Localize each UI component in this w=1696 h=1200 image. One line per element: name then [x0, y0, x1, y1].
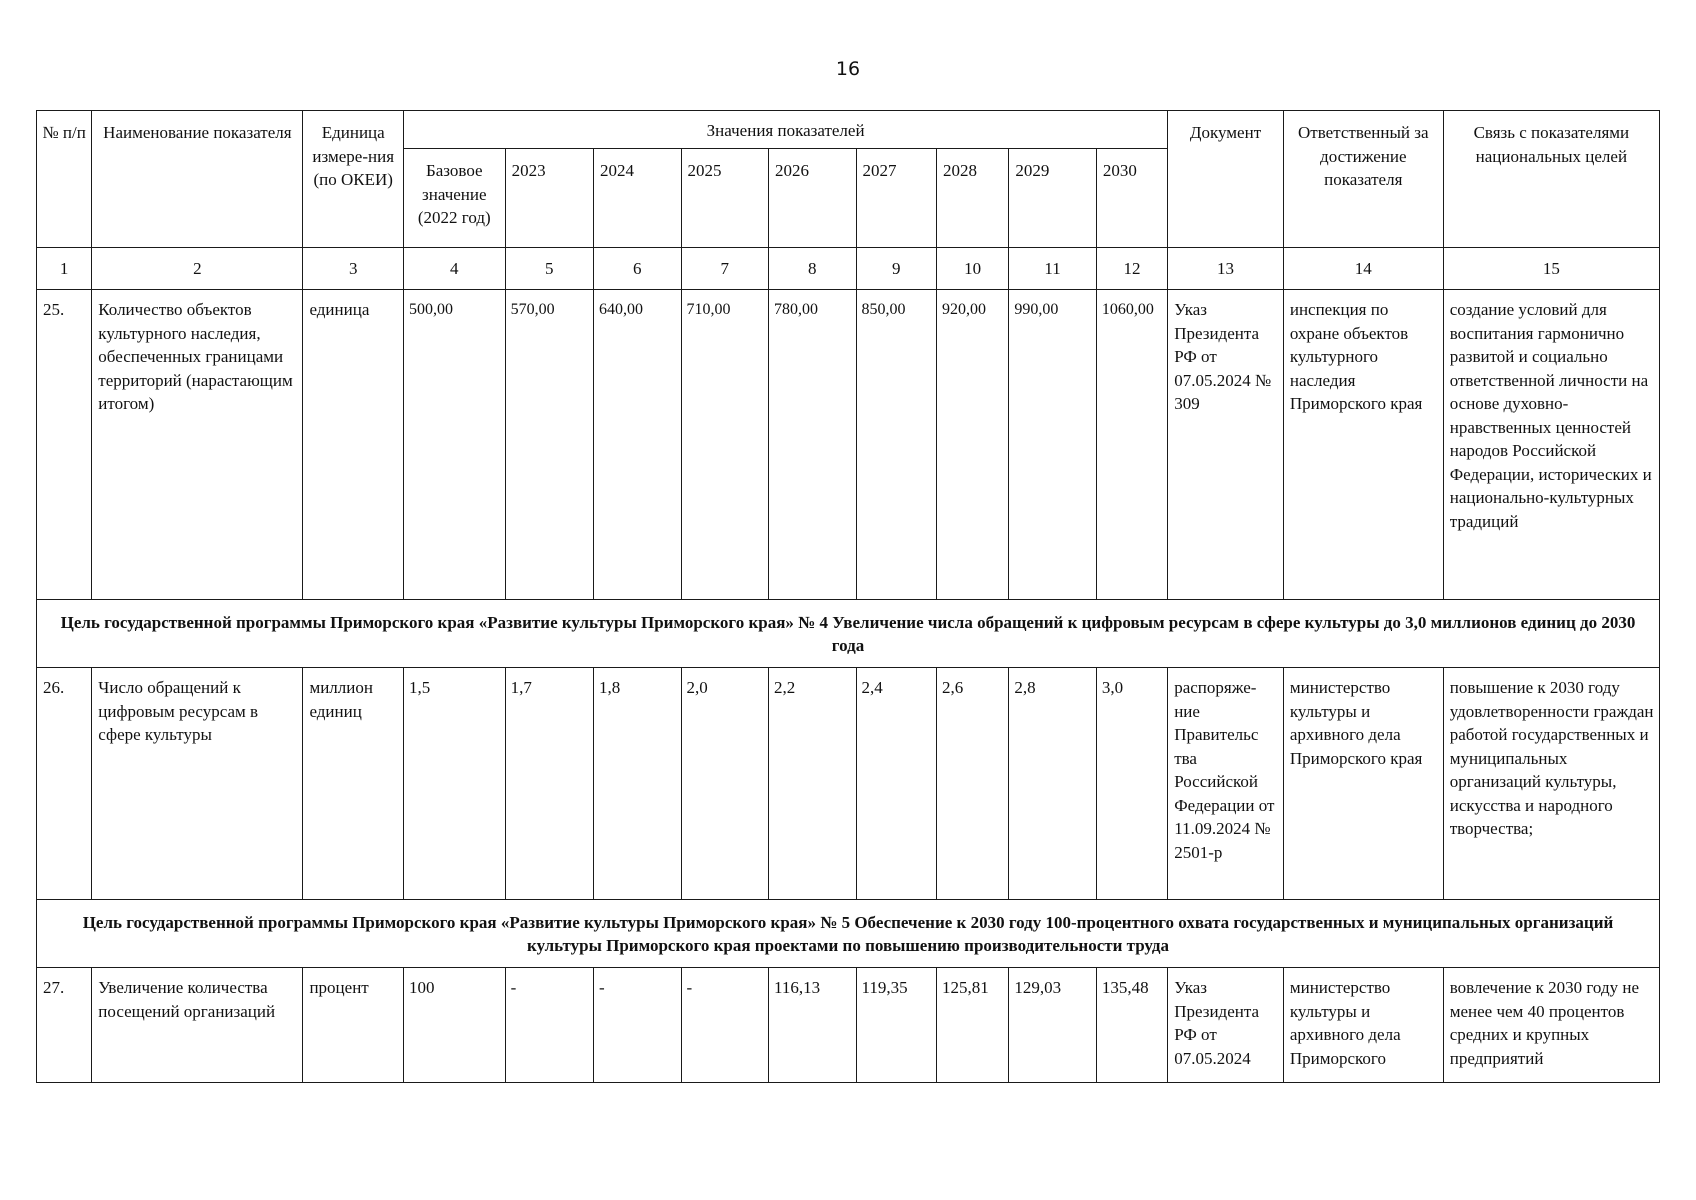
year-value: 2,8: [1009, 668, 1096, 900]
year-value: 850,00: [856, 290, 936, 600]
base-value: 100: [404, 968, 506, 1083]
unit: единица: [303, 290, 404, 600]
column-number: 3: [303, 248, 404, 290]
year-value: 125,81: [936, 968, 1008, 1083]
header-year: 2024: [594, 149, 681, 248]
year-value: 990,00: [1009, 290, 1096, 600]
header-year: 2023: [505, 149, 593, 248]
column-number: 12: [1096, 248, 1167, 290]
column-number: 14: [1283, 248, 1443, 290]
column-number: 2: [92, 248, 303, 290]
header-resp: Ответственный за достижение показателя: [1283, 111, 1443, 248]
base-value: 1,5: [404, 668, 506, 900]
row-number: 25.: [37, 290, 92, 600]
year-value: 2,6: [936, 668, 1008, 900]
indicator-name: Количество объектов культурного наследия, обеспеченных границами территорий (нарастающим итогом): [92, 290, 303, 600]
year-value: 129,03: [1009, 968, 1096, 1083]
column-number: 9: [856, 248, 936, 290]
year-value: 570,00: [505, 290, 593, 600]
document: Указ Президента РФ от 07.05.2024: [1168, 968, 1284, 1083]
table-row: [37, 290, 1660, 600]
header-link: Связь с показателями национальных целей: [1443, 111, 1659, 248]
header-year: 2025: [681, 149, 768, 248]
column-number: 10: [936, 248, 1008, 290]
responsible: министерство культуры и архивного дела Приморского: [1283, 968, 1443, 1083]
unit: процент: [303, 968, 404, 1083]
year-value: 135,48: [1096, 968, 1167, 1083]
year-value: -: [681, 968, 768, 1083]
year-value: 640,00: [594, 290, 681, 600]
year-value: 119,35: [856, 968, 936, 1083]
year-value: 1060,00: [1096, 290, 1167, 600]
year-value: -: [505, 968, 593, 1083]
goal-text: Цель государственной программы Приморского края «Развитие культуры Приморского края» № 4 Увеличение числа обращений к цифровым ресурсам в сфере культуры до 3,0 миллионов единиц до 2030 года: [37, 600, 1660, 668]
responsible: инспекция по охране объектов культурного наследия Приморского края: [1283, 290, 1443, 600]
year-value: 780,00: [769, 290, 856, 600]
column-number: 7: [681, 248, 768, 290]
responsible: министерство культуры и архивного дела Приморского края: [1283, 668, 1443, 900]
goal-row: [37, 900, 1660, 968]
indicators-table: [36, 110, 1660, 1083]
year-value: 2,2: [769, 668, 856, 900]
table-row: [37, 668, 1660, 900]
header-unit: Единица измере-ния (по ОКЕИ): [303, 111, 404, 248]
header-year: 2027: [856, 149, 936, 248]
base-value: 500,00: [404, 290, 506, 600]
column-numbers-row: [37, 248, 1660, 290]
year-value: 116,13: [769, 968, 856, 1083]
header-doc: Документ: [1168, 111, 1284, 248]
year-value: 3,0: [1096, 668, 1167, 900]
document: распоряже-ние Правительс тва Российской Федерации от 11.09.2024 № 2501-р: [1168, 668, 1284, 900]
header-base-value: Базовое значение (2022 год): [404, 149, 506, 248]
column-number: 8: [769, 248, 856, 290]
column-number: 15: [1443, 248, 1659, 290]
national-goal-link: создание условий для воспитания гармонично развитой и социально ответственной личности на основе духовно-нравственных ценностей народов Российской Федерации, исторических и национально-культурных традиций: [1443, 290, 1659, 600]
year-value: 1,7: [505, 668, 593, 900]
year-value: 2,4: [856, 668, 936, 900]
goal-row: [37, 600, 1660, 668]
year-value: 2,0: [681, 668, 768, 900]
header-num: № п/п: [37, 111, 92, 248]
indicator-name: Число обращений к цифровым ресурсам в сфере культуры: [92, 668, 303, 900]
year-value: 1,8: [594, 668, 681, 900]
header-year: 2029: [1009, 149, 1096, 248]
row-number: 26.: [37, 668, 92, 900]
column-number: 11: [1009, 248, 1096, 290]
column-number: 1: [37, 248, 92, 290]
goal-text: Цель государственной программы Приморского края «Развитие культуры Приморского края» № 5 Обеспечение к 2030 году 100-процентного охвата государственных и муниципальных организаций культуры Приморского края проектами по повышению производительности труда: [37, 900, 1660, 968]
column-number: 4: [404, 248, 506, 290]
document: Указ Президента РФ от 07.05.2024 № 309: [1168, 290, 1284, 600]
year-value: 920,00: [936, 290, 1008, 600]
header-year: 2028: [936, 149, 1008, 248]
header-year: 2026: [769, 149, 856, 248]
indicator-name: Увеличение количества посещений организаций: [92, 968, 303, 1083]
header-values: Значения показателей: [404, 111, 1168, 149]
header-year: 2030: [1096, 149, 1167, 248]
table-row: [37, 968, 1660, 1083]
year-value: 710,00: [681, 290, 768, 600]
header-name: Наименование показателя: [92, 111, 303, 248]
national-goal-link: вовлечение к 2030 году не менее чем 40 процентов средних и крупных предприятий: [1443, 968, 1659, 1083]
unit: миллион единиц: [303, 668, 404, 900]
row-number: 27.: [37, 968, 92, 1083]
column-number: 5: [505, 248, 593, 290]
page-number: 16: [835, 58, 861, 80]
year-value: -: [594, 968, 681, 1083]
column-number: 6: [594, 248, 681, 290]
national-goal-link: повышение к 2030 году удовлетворенности граждан работой государственных и муниципальных организаций культуры, искусства и народного творчества;: [1443, 668, 1659, 900]
column-number: 13: [1168, 248, 1284, 290]
